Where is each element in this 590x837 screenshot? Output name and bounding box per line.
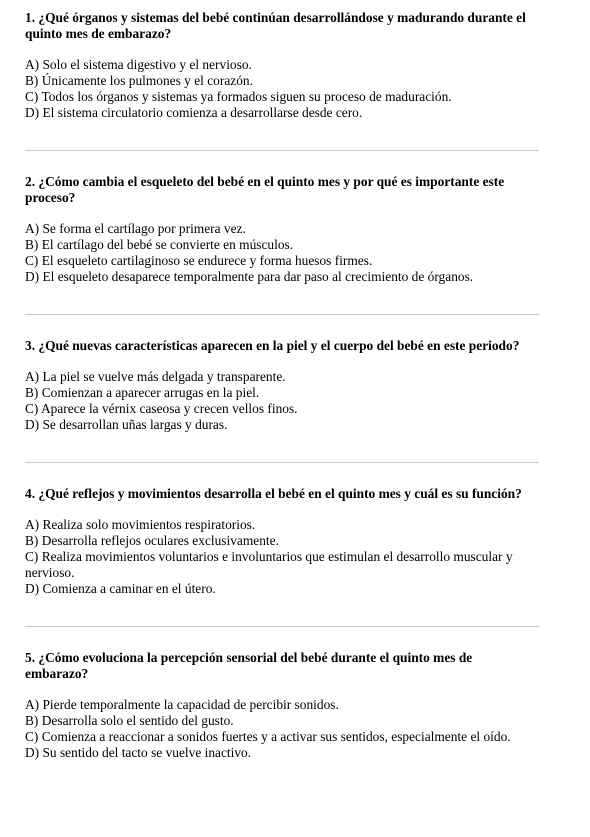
answer-option-c: C) El esqueleto cartilaginoso se endurece y forma huesos firmes. bbox=[25, 253, 373, 268]
question-1 bbox=[25, 10, 565, 121]
question-title: 2. ¿Cómo cambia el esqueleto del bebé en el quinto mes y por qué es importante este proceso? bbox=[25, 174, 505, 205]
question-title: 5. ¿Cómo evoluciona la percepción sensorial del bebé durante el quinto mes de embarazo? bbox=[25, 650, 473, 681]
answer-options bbox=[25, 221, 565, 285]
answer-option-d: D) El esqueleto desaparece temporalmente para dar paso al crecimiento de órganos. bbox=[25, 269, 474, 284]
answer-option-a: A) La piel se vuelve más delgada y transparente. bbox=[25, 369, 286, 384]
answer-option-c: C) Realiza movimientos voluntarios e involuntarios que estimulan el desarrollo muscular y nervioso. bbox=[25, 549, 513, 580]
answer-option-b: B) Desarrolla reflejos oculares exclusivamente. bbox=[25, 533, 279, 548]
answer-option-b: B) Únicamente los pulmones y el corazón. bbox=[25, 73, 253, 88]
question-title: 3. ¿Qué nuevas características aparecen en la piel y el cuerpo del bebé en este periodo? bbox=[25, 338, 520, 353]
answer-option-c: C) Comienza a reaccionar a sonidos fuertes y a activar sus sentidos, especialmente el oído. bbox=[25, 729, 511, 744]
answer-option-c: C) Aparece la vérnix caseosa y crecen vellos finos. bbox=[25, 401, 298, 416]
question-2 bbox=[25, 174, 565, 285]
answer-option-d: D) Se desarrollan uñas largas y duras. bbox=[25, 417, 228, 432]
answer-option-a: A) Solo el sistema digestivo y el nervioso. bbox=[25, 57, 252, 72]
section-divider bbox=[25, 626, 539, 627]
question-title: 1. ¿Qué órganos y sistemas del bebé continúan desarrollándose y madurando durante el quinto mes de embarazo? bbox=[25, 10, 526, 41]
answer-option-b: B) Comienzan a aparecer arrugas en la piel. bbox=[25, 385, 260, 400]
answer-option-d: D) Su sentido del tacto se vuelve inactivo. bbox=[25, 745, 252, 760]
answer-options bbox=[25, 369, 565, 433]
question-title: 4. ¿Qué reflejos y movimientos desarrolla el bebé en el quinto mes y cuál es su función? bbox=[25, 486, 522, 501]
question-5 bbox=[25, 650, 565, 761]
section-divider bbox=[25, 150, 539, 151]
answer-option-b: B) Desarrolla solo el sentido del gusto. bbox=[25, 713, 234, 728]
answer-option-b: B) El cartílago del bebé se convierte en músculos. bbox=[25, 237, 294, 252]
question-3 bbox=[25, 338, 565, 433]
answer-options bbox=[25, 57, 565, 121]
answer-option-d: D) Comienza a caminar en el útero. bbox=[25, 581, 216, 596]
answer-option-a: A) Se forma el cartílago por primera vez. bbox=[25, 221, 246, 236]
answer-options bbox=[25, 697, 565, 761]
answer-option-a: A) Pierde temporalmente la capacidad de percibir sonidos. bbox=[25, 697, 339, 712]
answer-option-a: A) Realiza solo movimientos respiratorios. bbox=[25, 517, 256, 532]
section-divider bbox=[25, 462, 539, 463]
section-divider bbox=[25, 314, 539, 315]
question-4 bbox=[25, 486, 565, 597]
answer-option-c: C) Todos los órganos y sistemas ya formados siguen su proceso de maduración. bbox=[25, 89, 452, 104]
answer-options bbox=[25, 517, 565, 597]
answer-option-d: D) El sistema circulatorio comienza a desarrollarse desde cero. bbox=[25, 105, 363, 120]
